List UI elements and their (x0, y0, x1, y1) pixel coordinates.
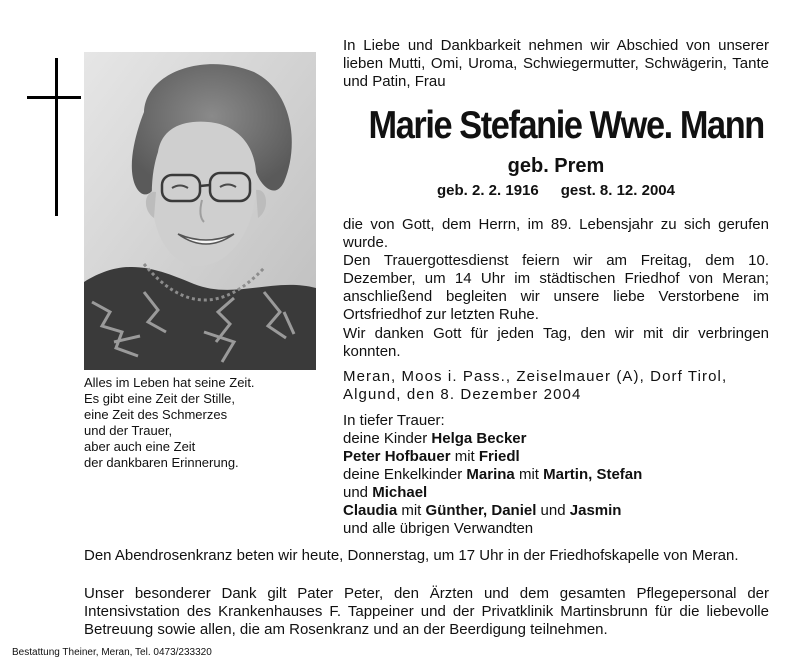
thanks-text: Wir danken Gott für jeden Tag, den wir mit dir verbringen konnten. (343, 325, 769, 360)
cross-bar (27, 96, 81, 99)
quote-line: Alles im Leben hat seine Zeit. (84, 375, 255, 390)
mourners-line: deine Kinder Helga Becker (343, 430, 527, 447)
intro-text: In Liebe und Dankbarkeit nehmen wir Abschied von unserer lieben Mutti, Omi, Uroma, Schwiegermutter, Schwägerin, Tante und Patin, Frau (343, 37, 769, 90)
rosary-notice: Den Abendrosenkranz beten wir heute, Donnerstag, um 17 Uhr in der Friedhofskapelle von Meran. (84, 547, 739, 564)
mourners-line: Peter Hofbauer mit Friedl (343, 448, 520, 465)
mourner-name: Claudia (343, 502, 398, 519)
mourner-name: Martin, Stefan (543, 466, 643, 483)
mourner-name: Michael (372, 484, 428, 501)
mourner-name: Günther, Daniel (425, 502, 537, 519)
quote-line: Es gibt eine Zeit der Stille, (84, 391, 236, 406)
memorial-quote (84, 375, 324, 471)
birth-date: geb. 2. 2. 1916 (437, 182, 539, 199)
mourner-name: Marina (466, 466, 515, 483)
mourners-line: und Michael (343, 484, 428, 501)
quote-line: aber auch eine Zeit (84, 439, 196, 454)
mourners-line: deine Enkelkinder Marina mit Martin, Stefan (343, 466, 643, 483)
deceased-name: Marie Stefanie Wwe. Mann (368, 104, 764, 147)
funeral-home-credit: Bestattung Theiner, Meran, Tel. 0473/233320 (12, 647, 212, 658)
cross-icon (55, 58, 58, 216)
quote-line: der dankbaren Erinnerung. (84, 455, 239, 470)
death-statement: die von Gott, dem Herrn, im 89. Lebensjahr zu sich gerufen wurde. (343, 216, 769, 251)
mourners-list (343, 412, 769, 538)
quote-line: eine Zeit des Schmerzes (84, 407, 228, 422)
mourner-name: Peter Hofbauer (343, 448, 451, 465)
death-date: gest. 8. 12. 2004 (560, 182, 675, 199)
portrait-illustration (84, 52, 316, 370)
funeral-service: Den Trauergottesdienst feiern wir am Freitag, dem 10. Dezember, um 14 Uhr im städtischen Friedhof von Meran; anschließend begleiten wir unsere liebe Verstorbene im Ortsfriedhof zur letzten Ruhe. (343, 252, 769, 323)
life-dates (343, 181, 769, 201)
mourners-line: Claudia mit Günther, Daniel und Jasmin (343, 502, 622, 519)
portrait-photo (84, 52, 316, 370)
maiden-name: geb. Prem (507, 155, 605, 177)
mourner-name: Helga Becker (431, 430, 527, 447)
mourners-line: und alle übrigen Verwandten (343, 520, 534, 537)
acknowledgement: Unser besonderer Dank gilt Pater Peter, den Ärzten und dem gesamten Pflegepersonal der Intensivstation des Krankenhauses F. Tappeiner und der Privatklinik Martinsbrunn für die liebevolle Betreuung sowie allen, die am Rosenkranz und an der Beerdigung teilnehmen. (84, 585, 769, 638)
mourner-name: Friedl (478, 448, 520, 465)
mourners-heading: In tiefer Trauer: (343, 412, 445, 429)
quote-line: und der Trauer, (84, 423, 173, 438)
places-and-date: Meran, Moos i. Pass., Zeiselmauer (A), Dorf Tirol, Algund, den 8. Dezember 2004 (343, 368, 728, 403)
mourner-name: Jasmin (569, 502, 622, 519)
